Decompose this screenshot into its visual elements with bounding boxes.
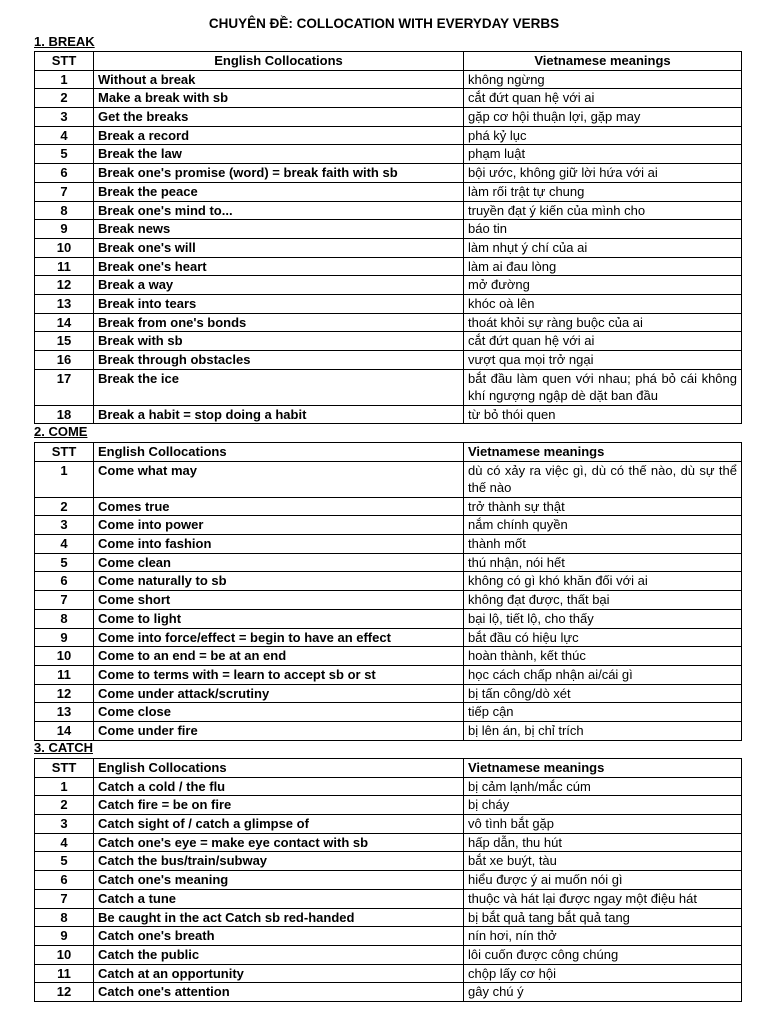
table-row xyxy=(35,553,742,572)
table-header-row xyxy=(35,443,742,462)
table-come xyxy=(34,442,742,741)
table-header-row xyxy=(35,52,742,71)
english-collocation: Come under attack/scrutiny xyxy=(94,684,464,703)
table-row xyxy=(35,126,742,145)
table-row xyxy=(35,665,742,684)
english-collocation: Get the breaks xyxy=(94,108,464,127)
english-collocation: Break the peace xyxy=(94,182,464,201)
english-collocation: Break a record xyxy=(94,126,464,145)
vietnamese-meaning: bị tấn công/dò xét xyxy=(464,684,742,703)
english-collocation: Break one's will xyxy=(94,238,464,257)
header-vietnamese: Vietnamese meanings xyxy=(464,759,742,778)
vietnamese-meaning: gặp cơ hội thuận lợi, gặp may xyxy=(464,108,742,127)
row-number: 10 xyxy=(35,945,94,964)
table-row xyxy=(35,369,742,405)
table-row xyxy=(35,908,742,927)
row-number: 9 xyxy=(35,927,94,946)
english-collocation: Break a way xyxy=(94,276,464,295)
table-row xyxy=(35,927,742,946)
english-collocation: Come naturally to sb xyxy=(94,572,464,591)
row-number: 6 xyxy=(35,871,94,890)
vietnamese-meaning: cắt đứt quan hệ với ai xyxy=(464,89,742,108)
table-row xyxy=(35,871,742,890)
row-number: 9 xyxy=(35,220,94,239)
vietnamese-meaning: vô tình bắt gặp xyxy=(464,815,742,834)
table-row xyxy=(35,313,742,332)
vietnamese-meaning: truyền đạt ý kiến của mình cho xyxy=(464,201,742,220)
row-number: 6 xyxy=(35,572,94,591)
english-collocation: Come under fire xyxy=(94,721,464,740)
header-english: English Collocations xyxy=(94,52,464,71)
english-collocation: Break one's heart xyxy=(94,257,464,276)
row-number: 9 xyxy=(35,628,94,647)
english-collocation: Break into tears xyxy=(94,294,464,313)
row-number: 11 xyxy=(35,665,94,684)
table-row xyxy=(35,516,742,535)
english-collocation: Break the ice xyxy=(94,369,464,405)
row-number: 8 xyxy=(35,609,94,628)
table-row xyxy=(35,833,742,852)
table-row xyxy=(35,461,742,497)
vietnamese-meaning: bị bắt quả tang bắt quả tang xyxy=(464,908,742,927)
english-collocation: Come into fashion xyxy=(94,535,464,554)
vietnamese-meaning: vượt qua mọi trở ngại xyxy=(464,351,742,370)
vietnamese-meaning: làm nhụt ý chí của ai xyxy=(464,238,742,257)
vietnamese-meaning: chộp lấy cơ hội xyxy=(464,964,742,983)
table-row xyxy=(35,777,742,796)
page-title: CHUYÊN ĐỀ: COLLOCATION WITH EVERYDAY VERBS xyxy=(208,16,560,31)
vietnamese-meaning: nắm chính quyền xyxy=(464,516,742,535)
english-collocation: Catch one's attention xyxy=(94,983,464,1002)
english-collocation: Comes true xyxy=(94,497,464,516)
english-collocation: Catch the bus/train/subway xyxy=(94,852,464,871)
vietnamese-meaning: tiếp cận xyxy=(464,703,742,722)
english-collocation: Break through obstacles xyxy=(94,351,464,370)
table-row xyxy=(35,535,742,554)
table-row xyxy=(35,703,742,722)
vietnamese-meaning: cắt đứt quan hệ với ai xyxy=(464,332,742,351)
english-collocation: Catch one's eye = make eye contact with sb xyxy=(94,833,464,852)
table-header-row xyxy=(35,759,742,778)
table-row xyxy=(35,220,742,239)
table-row xyxy=(35,945,742,964)
vietnamese-meaning: trở thành sự thật xyxy=(464,497,742,516)
row-number: 15 xyxy=(35,332,94,351)
section-label-break: 1. BREAK xyxy=(34,34,95,49)
header-stt: STT xyxy=(35,759,94,778)
row-number: 3 xyxy=(35,108,94,127)
english-collocation: Catch fire = be on fire xyxy=(94,796,464,815)
row-number: 7 xyxy=(35,591,94,610)
english-collocation: Break the law xyxy=(94,145,464,164)
vietnamese-meaning: bại lộ, tiết lộ, cho thấy xyxy=(464,609,742,628)
vietnamese-meaning: bị cháy xyxy=(464,796,742,815)
header-english: English Collocations xyxy=(94,443,464,462)
table-row xyxy=(35,964,742,983)
english-collocation: Catch one's meaning xyxy=(94,871,464,890)
row-number: 13 xyxy=(35,703,94,722)
section-label-catch: 3. CATCH xyxy=(34,740,93,755)
row-number: 12 xyxy=(35,684,94,703)
table-row xyxy=(35,164,742,183)
table-row xyxy=(35,628,742,647)
table-row xyxy=(35,89,742,108)
english-collocation: Catch a cold / the flu xyxy=(94,777,464,796)
table-catch xyxy=(34,758,742,1002)
row-number: 18 xyxy=(35,405,94,424)
row-number: 2 xyxy=(35,796,94,815)
row-number: 4 xyxy=(35,126,94,145)
vietnamese-meaning: nín hơi, nín thở xyxy=(464,927,742,946)
english-collocation: Come clean xyxy=(94,553,464,572)
row-number: 16 xyxy=(35,351,94,370)
row-number: 17 xyxy=(35,369,94,405)
row-number: 10 xyxy=(35,647,94,666)
vietnamese-meaning: bắt đầu có hiệu lực xyxy=(464,628,742,647)
table-row xyxy=(35,276,742,295)
english-collocation: Come to terms with = learn to accept sb or st xyxy=(94,665,464,684)
vietnamese-meaning: không đạt được, thất bại xyxy=(464,591,742,610)
row-number: 7 xyxy=(35,182,94,201)
row-number: 8 xyxy=(35,201,94,220)
english-collocation: Catch sight of / catch a glimpse of xyxy=(94,815,464,834)
vietnamese-meaning: lôi cuốn được công chúng xyxy=(464,945,742,964)
vietnamese-meaning: bắt xe buýt, tàu xyxy=(464,852,742,871)
row-number: 3 xyxy=(35,516,94,535)
vietnamese-meaning: khóc oà lên xyxy=(464,294,742,313)
vietnamese-meaning: bắt đầu làm quen với nhau; phá bỏ cái không khí ngượng ngập dè dặt ban đầu xyxy=(464,369,742,405)
vietnamese-meaning: thuộc và hát lại được ngay một điệu hát xyxy=(464,889,742,908)
table-row xyxy=(35,647,742,666)
row-number: 14 xyxy=(35,313,94,332)
row-number: 7 xyxy=(35,889,94,908)
english-collocation: Break one's promise (word) = break faith with sb xyxy=(94,164,464,183)
table-row xyxy=(35,145,742,164)
vietnamese-meaning: không ngừng xyxy=(464,70,742,89)
table-row xyxy=(35,609,742,628)
table-row xyxy=(35,238,742,257)
english-collocation: Catch one's breath xyxy=(94,927,464,946)
table-row xyxy=(35,332,742,351)
table-row xyxy=(35,70,742,89)
table-break xyxy=(34,51,742,424)
english-collocation: Come to light xyxy=(94,609,464,628)
vietnamese-meaning: thành mốt xyxy=(464,535,742,554)
english-collocation: Come into force/effect = begin to have an effect xyxy=(94,628,464,647)
table-row xyxy=(35,796,742,815)
header-vietnamese: Vietnamese meanings xyxy=(464,443,742,462)
english-collocation: Come what may xyxy=(94,461,464,497)
table-row xyxy=(35,889,742,908)
section-label-come: 2. COME xyxy=(34,424,88,439)
vietnamese-meaning: thú nhận, nói hết xyxy=(464,553,742,572)
header-stt: STT xyxy=(35,52,94,71)
vietnamese-meaning: từ bỏ thói quen xyxy=(464,405,742,424)
vietnamese-meaning: bội ước, không giữ lời hứa với ai xyxy=(464,164,742,183)
row-number: 8 xyxy=(35,908,94,927)
english-collocation: Break from one's bonds xyxy=(94,313,464,332)
row-number: 1 xyxy=(35,70,94,89)
row-number: 6 xyxy=(35,164,94,183)
english-collocation: Break a habit = stop doing a habit xyxy=(94,405,464,424)
header-english: English Collocations xyxy=(94,759,464,778)
row-number: 14 xyxy=(35,721,94,740)
english-collocation: Catch the public xyxy=(94,945,464,964)
english-collocation: Without a break xyxy=(94,70,464,89)
vietnamese-meaning: không có gì khó khăn đối với ai xyxy=(464,572,742,591)
row-number: 4 xyxy=(35,535,94,554)
english-collocation: Come into power xyxy=(94,516,464,535)
table-row xyxy=(35,983,742,1002)
table-row xyxy=(35,405,742,424)
english-collocation: Be caught in the act Catch sb red-handed xyxy=(94,908,464,927)
row-number: 11 xyxy=(35,257,94,276)
row-number: 2 xyxy=(35,89,94,108)
vietnamese-meaning: hiểu được ý ai muốn nói gì xyxy=(464,871,742,890)
english-collocation: Make a break with sb xyxy=(94,89,464,108)
vietnamese-meaning: làm rối trật tự chung xyxy=(464,182,742,201)
english-collocation: Break one's mind to... xyxy=(94,201,464,220)
row-number: 1 xyxy=(35,461,94,497)
english-collocation: Break news xyxy=(94,220,464,239)
table-row xyxy=(35,815,742,834)
vietnamese-meaning: phạm luật xyxy=(464,145,742,164)
vietnamese-meaning: bị lên án, bị chỉ trích xyxy=(464,721,742,740)
table-row xyxy=(35,852,742,871)
vietnamese-meaning: bị cảm lạnh/mắc cúm xyxy=(464,777,742,796)
row-number: 5 xyxy=(35,852,94,871)
vietnamese-meaning: phá kỷ lục xyxy=(464,126,742,145)
vietnamese-meaning: hấp dẫn, thu hút xyxy=(464,833,742,852)
english-collocation: Come short xyxy=(94,591,464,610)
table-row xyxy=(35,572,742,591)
row-number: 5 xyxy=(35,145,94,164)
vietnamese-meaning: dù có xảy ra việc gì, dù có thế nào, dù sự thể thế nào xyxy=(464,461,742,497)
vietnamese-meaning: gây chú ý xyxy=(464,983,742,1002)
vietnamese-meaning: báo tin xyxy=(464,220,742,239)
row-number: 11 xyxy=(35,964,94,983)
table-row xyxy=(35,684,742,703)
vietnamese-meaning: hoàn thành, kết thúc xyxy=(464,647,742,666)
table-row xyxy=(35,201,742,220)
table-row xyxy=(35,108,742,127)
row-number: 4 xyxy=(35,833,94,852)
table-row xyxy=(35,257,742,276)
header-stt: STT xyxy=(35,443,94,462)
row-number: 12 xyxy=(35,983,94,1002)
table-row xyxy=(35,182,742,201)
english-collocation: Break with sb xyxy=(94,332,464,351)
table-row xyxy=(35,721,742,740)
table-row xyxy=(35,294,742,313)
row-number: 13 xyxy=(35,294,94,313)
english-collocation: Come close xyxy=(94,703,464,722)
table-row xyxy=(35,351,742,370)
row-number: 5 xyxy=(35,553,94,572)
header-vietnamese: Vietnamese meanings xyxy=(464,52,742,71)
vietnamese-meaning: làm ai đau lòng xyxy=(464,257,742,276)
row-number: 12 xyxy=(35,276,94,295)
row-number: 2 xyxy=(35,497,94,516)
vietnamese-meaning: học cách chấp nhận ai/cái gì xyxy=(464,665,742,684)
english-collocation: Catch a tune xyxy=(94,889,464,908)
row-number: 10 xyxy=(35,238,94,257)
vietnamese-meaning: thoát khỏi sự ràng buộc của ai xyxy=(464,313,742,332)
english-collocation: Come to an end = be at an end xyxy=(94,647,464,666)
row-number: 1 xyxy=(35,777,94,796)
row-number: 3 xyxy=(35,815,94,834)
table-row xyxy=(35,591,742,610)
table-row xyxy=(35,497,742,516)
vietnamese-meaning: mở đường xyxy=(464,276,742,295)
english-collocation: Catch at an opportunity xyxy=(94,964,464,983)
